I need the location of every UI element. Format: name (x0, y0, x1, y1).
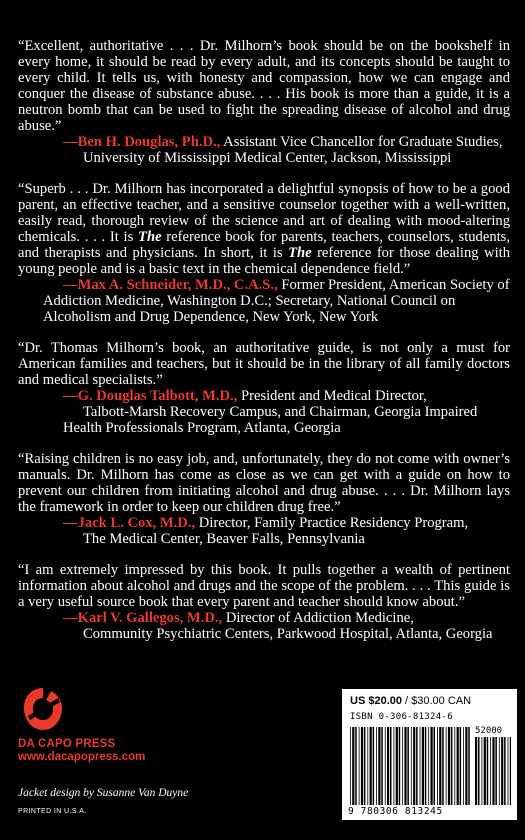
endorsement-schneider (18, 181, 510, 325)
ean-number: 9 780306 813245 (348, 806, 443, 817)
author-title: Director of Addiction Medicine, (222, 610, 414, 626)
barcode-bar (508, 737, 509, 805)
barcode-bar (399, 727, 401, 805)
quote-emphasis: The (138, 229, 162, 245)
printed-in: PRINTED IN U.S.A. (18, 808, 87, 815)
author-affiliation: Talbott-Marsh Recovery Campus, and Chairman, Georgia Impaired Health Professionals Program, Atlanta, Georgia (63, 404, 478, 436)
author-affiliation: University of Mississippi Medical Center, Jackson, Mississippi (83, 150, 452, 166)
barcode-bar (437, 727, 438, 805)
barcode-bar (504, 737, 506, 805)
endorsements (18, 38, 510, 657)
endorsement-gallegos (18, 562, 510, 642)
barcode-bar (468, 727, 470, 805)
supplement-number: 52000 (475, 726, 503, 736)
barcode-bar (446, 727, 447, 805)
barcode-bar (376, 727, 377, 805)
quote-attribution (43, 277, 510, 325)
barcode-bar (394, 727, 395, 805)
barcode-bar (448, 727, 450, 805)
barcode-bar (487, 737, 489, 805)
barcode-bar (350, 727, 351, 805)
endorsement-douglas (18, 38, 510, 166)
barcode-bar (413, 727, 415, 805)
barcode-bar (370, 727, 372, 805)
author-affiliation: Community Psychiatric Centers, Parkwood Hospital, Atlanta, Georgia (83, 626, 493, 642)
quote-attribution (43, 515, 510, 547)
main-barcode (350, 727, 470, 805)
barcode-bar (510, 737, 511, 805)
barcode-bar (361, 727, 363, 805)
barcode-bar (457, 727, 459, 805)
quote-text: “Raising children is no easy job, and, unfortunately, they do not come with owner’s manuals. Dr. Milhorn has come as close as we can get with a guide on how to prevent our children from initiating alcohol and drug abuse. . . . Dr. Milhorn lays the framework in order to keep our children drug free.” (18, 451, 510, 515)
author-affiliation: The Medical Center, Beaver Falls, Pennsylvania (83, 531, 365, 547)
endorsement-talbott (18, 340, 510, 436)
barcode-bar (431, 727, 433, 805)
quote-attribution (43, 610, 510, 642)
barcode-bar (416, 727, 418, 805)
endorsement-cox (18, 451, 510, 547)
price-label (350, 695, 471, 707)
barcode-bar (454, 727, 455, 805)
barcode-bar (460, 727, 462, 805)
barcode-bar (434, 727, 436, 805)
barcode-bar (402, 727, 403, 805)
barcode-bar (484, 737, 486, 805)
barcode-bar (367, 727, 368, 805)
author-title: Director, Family Practice Residency Program, (195, 515, 469, 531)
barcode-bar (378, 727, 380, 805)
barcode-bar (439, 727, 441, 805)
barcode-bar (463, 727, 464, 805)
barcode-bar (492, 737, 494, 805)
quote-text: “Excellent, authoritative . . . Dr. Milhorn’s book should be on the bookshelf in every home, it should be read by every adult, and its concepts should be taught to every child. It tells us, with honesty and compassion, how we can engage and conquer the disease of substance abuse. . . . His book is more than a guide, it is a neutron bomb that can be used to fight the spreading disease of alcohol and drug abuse.” (18, 38, 510, 134)
barcode-bar (451, 727, 453, 805)
quote-attribution (43, 388, 510, 436)
barcode-panel (342, 689, 517, 820)
barcode-bar (359, 727, 360, 805)
barcode-bar (475, 737, 477, 805)
jacket-credit: Jacket design by Susanne Van Duyne (18, 787, 189, 799)
barcode-bar (428, 727, 429, 805)
barcode-bar (495, 737, 497, 805)
publisher-block (18, 738, 145, 764)
barcode-bar (499, 737, 500, 805)
barcode-bar (364, 727, 366, 805)
barcode-bar (490, 737, 491, 805)
barcode-bar (385, 727, 386, 805)
barcode-bar (478, 737, 480, 805)
author-name: —Karl V. Gallegos, M.D., (63, 610, 223, 626)
quote-attribution (43, 134, 510, 166)
barcode-bar (396, 727, 398, 805)
barcode-bar (373, 727, 375, 805)
author-title: President and Medical Director, (237, 388, 427, 404)
barcode-bar (352, 727, 354, 805)
barcode-bar (420, 727, 421, 805)
barcode-bar (465, 727, 467, 805)
quote-emphasis: The (288, 245, 312, 261)
author-name: —Max A. Schneider, M.D., C.A.S., (63, 277, 278, 293)
barcode-bar (381, 727, 383, 805)
barcode-bar (387, 727, 389, 805)
barcode-bar (390, 727, 392, 805)
barcode-bar (482, 737, 483, 805)
barcode-bar (501, 737, 503, 805)
quote-text-part: “Superb . . . Dr. Milhorn has incorporated a delightful synopsis of how to be a good parent, an effective teacher, and a sensitive counselor together with a well-written, easily read, thorough review of the science and art of dealing with mood-altering chemicals. . . . It is (18, 181, 510, 245)
price-us: US $20.00 (350, 695, 402, 707)
author-title: Assistant Vice Chancellor for Graduate Studies, (220, 134, 503, 150)
supplement-barcode (475, 737, 511, 805)
author-name: —Ben H. Douglas, Ph.D., (63, 134, 221, 150)
quote-text-part: reference for those dealing with young people and is a basic text in the chemical dependence field.” (18, 245, 510, 277)
author-name: —Jack L. Cox, M.D., (63, 515, 196, 531)
publisher-name: DA CAPO PRESS (18, 738, 116, 750)
da-capo-logo-icon (22, 686, 64, 732)
barcode-bar (407, 727, 409, 805)
barcode-bar (404, 727, 406, 805)
price-can: / $30.00 CAN (401, 695, 472, 707)
barcode-bar (422, 727, 424, 805)
barcode-bar (425, 727, 427, 805)
publisher-url[interactable]: www.dacapopress.com (18, 751, 146, 763)
isbn-number: ISBN 0-306-81324-6 (350, 712, 453, 722)
author-name: —G. Douglas Talbott, M.D., (63, 388, 238, 404)
author-title: Former President, American Society of Addiction Medicine, Washington D.C.; Secretary, National Council on Alcoholism and Drug Dependence, New York, New York (43, 277, 510, 325)
quote-text (18, 181, 510, 277)
barcode-bar (442, 727, 444, 805)
quote-text-part: reference book for parents, teachers, counselors, students, and therapists and physicians. In short, it is (18, 229, 511, 261)
barcode-bar (355, 727, 357, 805)
quote-text: “I am extremely impressed by this book. It pulls together a wealth of pertinent information about alcohol and drugs and the scope of the problem. . . . This guide is a very useful source book that every parent and teacher should know about.” (18, 562, 510, 610)
quote-text: “Dr. Thomas Milhorn’s book, an authoritative guide, is not only a must for American families and teachers, but it should be in the library of all family doctors and medical specialists.” (18, 340, 510, 388)
barcode-bar (411, 727, 412, 805)
